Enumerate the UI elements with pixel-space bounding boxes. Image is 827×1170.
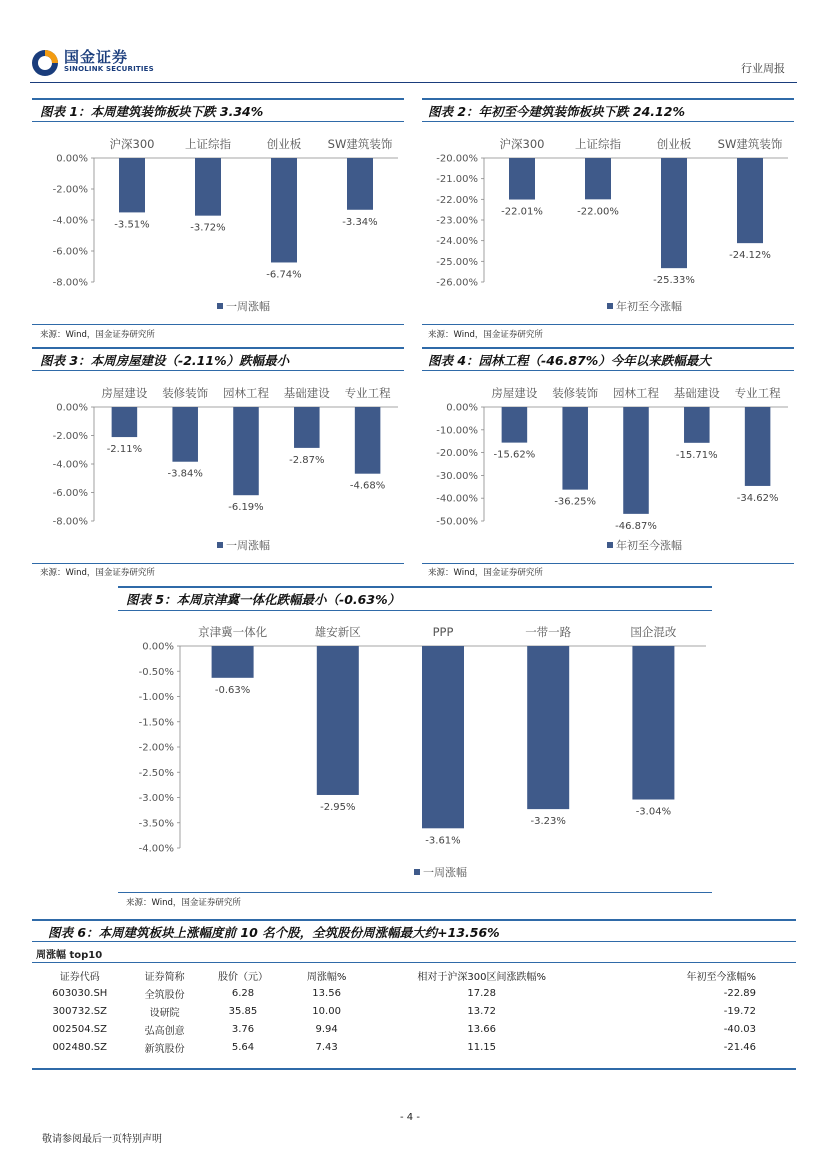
y-tick-label: -50.00% bbox=[436, 516, 478, 528]
table-title: 图表 6：本周建筑板块上涨幅度前 10 名个股，全筑股份周涨幅最大约+13.56% bbox=[48, 925, 500, 940]
logo-mark-icon bbox=[30, 48, 60, 78]
bar bbox=[112, 407, 138, 437]
data-label: -2.11% bbox=[106, 444, 143, 456]
data-label: -6.74% bbox=[266, 269, 302, 281]
data-label: -0.63% bbox=[214, 684, 251, 696]
cell-relative: 11.15 bbox=[467, 1041, 497, 1053]
bar bbox=[212, 646, 254, 678]
legend-label: 一周涨幅 bbox=[423, 866, 467, 879]
cell-code: 300732.SZ bbox=[52, 1005, 107, 1017]
y-tick-label: -2.00% bbox=[52, 184, 88, 196]
panel-3-bottom-rule bbox=[32, 563, 404, 564]
y-tick-label: -1.00% bbox=[138, 692, 174, 703]
panel-1-title: 图表 1：本周建筑装饰板块下跌 3.34% bbox=[40, 104, 264, 119]
panel-4-title: 图表 4：园林工程（-46.87%）今年以来跌幅最大 bbox=[428, 353, 711, 368]
category-label: 沪深300 bbox=[109, 137, 155, 151]
panel-5-bottom-rule bbox=[118, 892, 712, 893]
panel-4-title-rule bbox=[422, 370, 794, 371]
panel-2-source: 来源：Wind，国金证券研究所 bbox=[428, 330, 543, 340]
category-label: 一带一路 bbox=[525, 625, 572, 639]
y-tick-label: -22.00% bbox=[436, 194, 478, 206]
panel-2-top-rule bbox=[422, 98, 794, 100]
cell-name: 新筑股份 bbox=[144, 1043, 185, 1055]
bar bbox=[233, 407, 259, 495]
category-label: 国企混改 bbox=[630, 625, 677, 639]
panel-2-title: 图表 2：年初至今建筑装饰板块下跌 24.12% bbox=[428, 104, 685, 119]
y-tick-label: -8.00% bbox=[52, 516, 88, 528]
category-label: 房屋建设 bbox=[101, 386, 148, 400]
bar bbox=[737, 158, 763, 243]
cell-relative: 13.66 bbox=[467, 1023, 497, 1035]
data-label: -4.68% bbox=[349, 480, 386, 492]
y-tick-label: -20.00% bbox=[436, 153, 478, 165]
category-label: PPP bbox=[432, 625, 454, 639]
y-tick-label: -2.00% bbox=[52, 431, 88, 442]
data-label: -24.12% bbox=[729, 250, 771, 262]
table-top-rule bbox=[32, 919, 796, 921]
bar bbox=[527, 646, 569, 809]
data-label: -6.19% bbox=[228, 502, 264, 514]
category-label: 园林工程 bbox=[223, 386, 269, 400]
y-tick-label: -0.50% bbox=[138, 666, 174, 678]
table-subtitle: 周涨幅 top10 bbox=[36, 950, 103, 961]
table-bottom-rule bbox=[32, 1068, 796, 1070]
bar bbox=[661, 158, 687, 268]
cell-price: 6.28 bbox=[231, 987, 255, 999]
bar bbox=[119, 158, 145, 212]
y-tick-label: -2.50% bbox=[138, 767, 174, 779]
cell-weekly: 10.00 bbox=[312, 1005, 341, 1017]
data-label: -15.62% bbox=[493, 449, 536, 461]
category-label: 雄安新区 bbox=[314, 625, 361, 639]
panel-3-title-rule bbox=[32, 370, 404, 371]
panel-5-source: 来源：Wind，国金证券研究所 bbox=[126, 898, 241, 908]
category-label: 装修装饰 bbox=[552, 386, 599, 400]
category-label: 上证综指 bbox=[575, 137, 621, 151]
y-tick-label: 0.00% bbox=[446, 402, 478, 414]
y-tick-label: -4.00% bbox=[52, 215, 88, 227]
category-label: SW建筑装饰 bbox=[327, 137, 393, 151]
cell-code: 002504.SZ bbox=[52, 1023, 107, 1035]
col-header-ytd: 年初至今涨幅% bbox=[686, 971, 756, 983]
bar bbox=[632, 646, 674, 800]
cell-price: 5.64 bbox=[231, 1041, 255, 1053]
chart-3-weekly-subsector bbox=[32, 375, 404, 561]
table-row bbox=[32, 1002, 796, 1020]
table-header-row bbox=[32, 966, 796, 984]
category-label: 基础建设 bbox=[673, 386, 720, 400]
table-title-rule bbox=[32, 941, 796, 942]
legend-swatch bbox=[607, 542, 613, 548]
chart-5-theme-weekly bbox=[118, 614, 712, 888]
data-label: -2.87% bbox=[289, 454, 325, 466]
category-label: 上证综指 bbox=[185, 137, 231, 151]
category-label: 房屋建设 bbox=[491, 386, 538, 400]
cell-relative: 17.28 bbox=[467, 987, 497, 999]
bar bbox=[271, 158, 297, 262]
disclaimer-note: 敬请参阅最后一页特别声明 bbox=[42, 1134, 162, 1145]
category-label: 专业工程 bbox=[344, 386, 391, 400]
cell-weekly: 9.94 bbox=[315, 1023, 338, 1035]
chart-1-weekly-index bbox=[32, 126, 404, 322]
cell-name: 弘高创意 bbox=[144, 1025, 185, 1037]
y-tick-label: -10.00% bbox=[436, 425, 478, 437]
bar bbox=[502, 407, 528, 443]
panel-1-title-rule bbox=[32, 121, 404, 122]
y-tick-label: -20.00% bbox=[436, 448, 478, 460]
data-label: -3.34% bbox=[342, 216, 378, 228]
cell-ytd: -21.46 bbox=[723, 1041, 756, 1053]
top10-table bbox=[32, 966, 796, 1056]
y-tick-label: 0.00% bbox=[142, 641, 174, 653]
category-label: 沪深300 bbox=[499, 137, 545, 151]
cell-price: 3.76 bbox=[231, 1023, 255, 1035]
data-label: -25.33% bbox=[653, 275, 695, 287]
cell-ytd: -19.72 bbox=[723, 1005, 756, 1017]
cell-name: 设研院 bbox=[149, 1007, 180, 1019]
data-label: -3.84% bbox=[167, 468, 203, 480]
data-label: -22.00% bbox=[577, 206, 619, 218]
col-header-relative: 相对于沪深300区间涨跌幅% bbox=[417, 971, 546, 983]
data-label: -3.04% bbox=[635, 806, 672, 818]
panel-4-top-rule bbox=[422, 347, 794, 349]
chart-4-ytd-subsector bbox=[422, 375, 794, 561]
bar bbox=[347, 158, 373, 210]
panel-5-title: 图表 5：本周京津冀一体化跌幅最小（-0.63%） bbox=[126, 592, 401, 607]
bar bbox=[585, 158, 611, 199]
data-label: -3.51% bbox=[114, 219, 150, 231]
table-subtitle-rule bbox=[32, 962, 796, 963]
panel-1-top-rule bbox=[32, 98, 404, 100]
y-tick-label: -4.00% bbox=[138, 843, 174, 855]
panel-2-bottom-rule bbox=[422, 324, 794, 325]
logo-text-en: SINOLINK SECURITIES bbox=[64, 65, 154, 73]
data-label: -3.72% bbox=[190, 222, 226, 234]
col-header-code: 证券代码 bbox=[59, 971, 100, 983]
bar bbox=[623, 407, 649, 514]
legend-label: 年初至今涨幅 bbox=[616, 539, 682, 552]
data-label: -15.71% bbox=[675, 449, 718, 461]
chart-2-ytd-index bbox=[422, 126, 794, 322]
y-tick-label: -26.00% bbox=[436, 277, 478, 289]
legend-swatch bbox=[217, 303, 223, 309]
panel-2-title-rule bbox=[422, 121, 794, 122]
panel-4-source: 来源：Wind，国金证券研究所 bbox=[428, 568, 543, 578]
category-label: SW建筑装饰 bbox=[717, 137, 783, 151]
y-tick-label: -3.00% bbox=[138, 793, 174, 804]
col-header-name: 证券简称 bbox=[144, 971, 185, 983]
legend-swatch bbox=[217, 542, 223, 548]
company-logo bbox=[30, 46, 160, 78]
bar bbox=[172, 407, 198, 462]
legend-label: 一周涨幅 bbox=[226, 300, 270, 313]
panel-5-top-rule bbox=[118, 586, 712, 588]
y-tick-label: -30.00% bbox=[436, 470, 478, 482]
data-label: -34.62% bbox=[736, 492, 779, 504]
y-tick-label: -1.50% bbox=[138, 717, 174, 729]
bar bbox=[355, 407, 381, 474]
table-row bbox=[32, 984, 796, 1002]
data-label: -3.61% bbox=[425, 835, 461, 847]
y-tick-label: -6.00% bbox=[52, 246, 88, 258]
logo-text-cn: 国金证券 bbox=[64, 48, 129, 66]
bar bbox=[684, 407, 710, 443]
y-tick-label: -3.50% bbox=[138, 818, 174, 830]
legend-swatch bbox=[414, 869, 420, 875]
bar bbox=[509, 158, 535, 200]
cell-relative: 13.72 bbox=[467, 1005, 497, 1017]
panel-4-bottom-rule bbox=[422, 563, 794, 564]
data-label: -46.87% bbox=[615, 520, 657, 532]
cell-ytd: -40.03 bbox=[723, 1023, 756, 1035]
panel-3-title: 图表 3：本周房屋建设（-2.11%）跌幅最小 bbox=[40, 353, 290, 368]
table-row bbox=[32, 1038, 796, 1056]
cell-weekly: 7.43 bbox=[315, 1041, 338, 1053]
y-tick-label: -23.00% bbox=[436, 215, 478, 227]
legend-label: 一周涨幅 bbox=[226, 539, 270, 552]
y-tick-label: -2.00% bbox=[138, 742, 174, 754]
category-label: 创业板 bbox=[266, 137, 302, 151]
header-divider bbox=[30, 82, 797, 83]
panel-1-bottom-rule bbox=[32, 324, 404, 325]
data-label: -3.23% bbox=[530, 816, 566, 828]
bar bbox=[745, 407, 771, 486]
y-tick-label: -40.00% bbox=[436, 493, 478, 505]
cell-code: 603030.SH bbox=[52, 987, 108, 999]
y-tick-label: -8.00% bbox=[52, 277, 88, 289]
cell-code: 002480.SZ bbox=[52, 1041, 107, 1053]
bar bbox=[317, 646, 359, 795]
y-tick-label: -25.00% bbox=[436, 256, 478, 268]
report-type: 行业周报 bbox=[741, 62, 785, 75]
cell-ytd: -22.89 bbox=[723, 987, 756, 999]
y-tick-label: 0.00% bbox=[56, 402, 88, 414]
page-number: - 4 - bbox=[400, 1112, 420, 1123]
y-tick-label: 0.00% bbox=[56, 153, 88, 165]
table-row bbox=[32, 1020, 796, 1038]
category-label: 基础建设 bbox=[283, 386, 330, 400]
legend-label: 年初至今涨幅 bbox=[616, 300, 682, 313]
category-label: 园林工程 bbox=[613, 386, 659, 400]
category-label: 装修装饰 bbox=[162, 386, 209, 400]
y-tick-label: -21.00% bbox=[436, 174, 478, 186]
bar bbox=[562, 407, 588, 490]
bar bbox=[195, 158, 221, 216]
col-header-weekly: 周涨幅% bbox=[306, 971, 347, 983]
bar bbox=[422, 646, 464, 828]
data-label: -36.25% bbox=[554, 496, 597, 508]
y-tick-label: -6.00% bbox=[52, 488, 88, 499]
col-header-price: 股价（元） bbox=[217, 971, 268, 983]
y-tick-label: -24.00% bbox=[436, 236, 478, 248]
cell-weekly: 13.56 bbox=[312, 987, 341, 999]
cell-name: 全筑股份 bbox=[144, 989, 185, 1001]
bar bbox=[294, 407, 320, 448]
data-label: -2.95% bbox=[320, 801, 356, 813]
y-tick-label: -4.00% bbox=[52, 459, 88, 471]
panel-3-source: 来源：Wind，国金证券研究所 bbox=[40, 568, 155, 578]
category-label: 专业工程 bbox=[734, 386, 781, 400]
cell-price: 35.85 bbox=[228, 1005, 258, 1017]
legend-swatch bbox=[607, 303, 613, 309]
data-label: -22.01% bbox=[501, 206, 543, 218]
panel-5-title-rule bbox=[118, 610, 712, 611]
panel-1-source: 来源：Wind，国金证券研究所 bbox=[40, 330, 155, 340]
category-label: 京津冀一体化 bbox=[198, 625, 268, 639]
panel-3-top-rule bbox=[32, 347, 404, 349]
category-label: 创业板 bbox=[656, 137, 692, 151]
